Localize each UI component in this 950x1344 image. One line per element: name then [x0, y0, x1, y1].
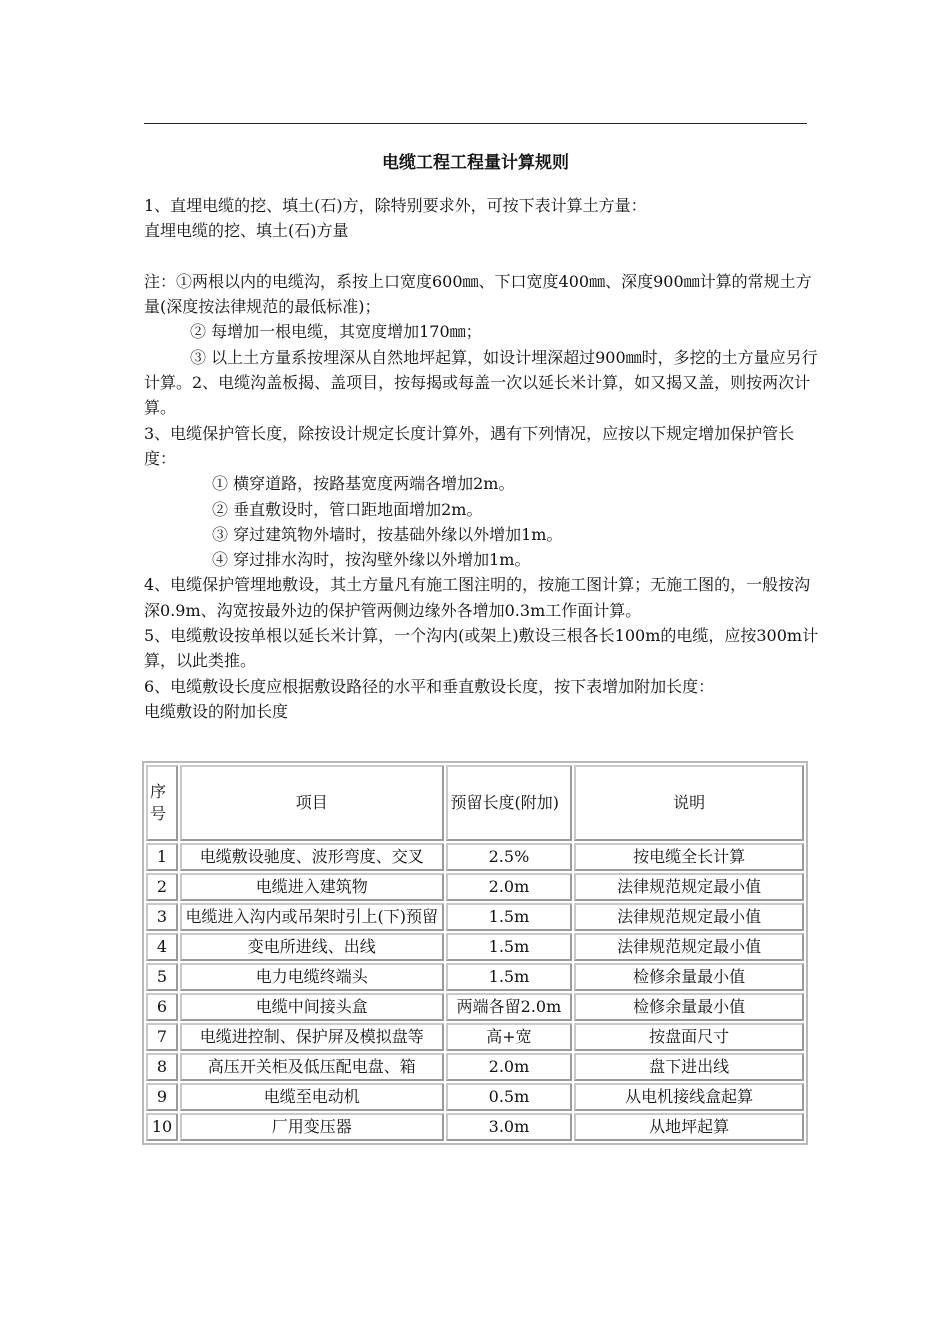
paragraph: ③ 穿过建筑物外墙时，按基础外缘以外增加1m。 — [212, 524, 563, 544]
table-cell: 6 — [146, 993, 178, 1021]
table-row — [146, 903, 804, 931]
table-cell: 1 — [146, 843, 178, 871]
table-cell: 电缆中间接头盒 — [180, 993, 444, 1021]
table-cell: 2.0m — [446, 1053, 573, 1081]
table-cell: 厂用变压器 — [180, 1113, 444, 1141]
header-cell: 项目 — [180, 765, 444, 841]
table-cell: 电缆进入沟内或吊架时引上(下)预留 — [180, 903, 444, 931]
table-cell: 4 — [146, 933, 178, 961]
table-cell: 电缆进控制、保护屏及模拟盘等 — [180, 1023, 444, 1051]
paragraph: 直埋电缆的挖、填土(石)方量 — [144, 221, 349, 241]
table-cell: 检修余量最小值 — [574, 993, 804, 1021]
table-row — [146, 873, 804, 901]
table-cell: 变电所进线、出线 — [180, 933, 444, 961]
table-cell: 高压开关柜及低压配电盘、箱 — [180, 1053, 444, 1081]
additional-length-table — [142, 761, 808, 1145]
table-cell: 2.0m — [446, 873, 573, 901]
table-cell: 电缆进入建筑物 — [180, 873, 444, 901]
table-cell: 1.5m — [446, 933, 573, 961]
table-row — [146, 1053, 804, 1081]
table-row — [146, 933, 804, 961]
table-cell: 3 — [146, 903, 178, 931]
paragraph: 3、电缆保护管长度，除按设计规定长度计算外，遇有下列情况，应按以下规定增加保护管长度： — [144, 423, 795, 468]
table-cell: 3.0m — [446, 1113, 573, 1141]
table-cell: 0.5m — [446, 1083, 573, 1111]
table-cell: 1.5m — [446, 963, 573, 991]
table-cell: 高+宽 — [446, 1023, 573, 1051]
table-row — [146, 1083, 804, 1111]
table-cell: 按电缆全长计算 — [574, 843, 804, 871]
document-body — [144, 193, 824, 724]
table-cell: 电缆至电动机 — [180, 1083, 444, 1111]
table-row — [146, 843, 804, 871]
table-cell: 电力电缆终端头 — [180, 963, 444, 991]
table-cell: 两端各留2.0m — [446, 993, 573, 1021]
paragraph: ② 每增加一根电缆，其宽度增加170㎜； — [190, 322, 482, 342]
table-cell: 从电机接线盒起算 — [574, 1083, 804, 1111]
table-cell: 盘下进出线 — [574, 1053, 804, 1081]
paragraph: ④ 穿过排水沟时，按沟壁外缘以外增加1m。 — [212, 550, 531, 570]
table-cell: 7 — [146, 1023, 178, 1051]
table-cell: 法律规范规定最小值 — [574, 873, 804, 901]
table-cell: 按盘面尺寸 — [574, 1023, 804, 1051]
table-row — [146, 963, 804, 991]
paragraph: 6、电缆敷设长度应根据敷设路径的水平和垂直敷设长度，按下表增加附加长度： — [144, 676, 715, 696]
paragraph: 1、直埋电缆的挖、填土(石)方，除特别要求外，可按下表计算土方量： — [144, 196, 647, 215]
paragraph: 注：①两根以内的电缆沟，系按上口宽度600㎜、下口宽度400㎜、深度900㎜计算的常规土方量(深度按法律规范的最低标准)； — [144, 271, 812, 317]
paragraph: ① 横穿道路，按路基宽度两端各增加2m。 — [212, 474, 515, 494]
table-cell: 1.5m — [446, 903, 573, 931]
table-cell: 法律规范规定最小值 — [574, 903, 804, 931]
top-rule — [144, 123, 807, 124]
table-row — [146, 1113, 804, 1141]
paragraph: 5、电缆敷设按单根以延长米计算，一个沟内(或架上)敷设三根各长100m的电缆，应按300m计算，以此类推。 — [144, 626, 819, 671]
table-cell: 从地坪起算 — [574, 1113, 804, 1141]
table-cell: 2.5% — [446, 843, 573, 871]
table-cell: 5 — [146, 963, 178, 991]
paragraph: ③ 以上土方量系按埋深从自然地坪起算，如设计埋深超过900㎜时，多挖的土方量应另行计算。2、电缆沟盖板揭、盖项目，按每揭或每盖一次以延长米计算，如又揭又盖，则按两次计算。 — [144, 347, 818, 418]
paragraph: 4、电缆保护管埋地敷设，其土方量凡有施工图注明的，按施工图计算；无施工图的，一般按沟深0.9m、沟宽按最外边的保护管两侧边缘外各增加0.3m工作面计算。 — [144, 575, 811, 620]
table-cell: 10 — [146, 1113, 178, 1141]
table-row — [146, 993, 804, 1021]
page-title: 电缆工程工程量计算规则 — [382, 153, 569, 173]
table-cell: 检修余量最小值 — [574, 963, 804, 991]
table-cell: 2 — [146, 873, 178, 901]
table-cell: 8 — [146, 1053, 178, 1081]
paragraph: ② 垂直敷设时，管口距地面增加2m。 — [212, 499, 483, 519]
paragraph — [144, 244, 824, 269]
header-cell: 说明 — [574, 765, 804, 841]
table-cell: 法律规范规定最小值 — [574, 933, 804, 961]
header-cell: 预留长度(附加) — [446, 765, 573, 841]
table-cell: 电缆敷设驰度、波形弯度、交叉 — [180, 843, 444, 871]
table-row — [146, 1023, 804, 1051]
table-header-row — [146, 765, 804, 841]
table-cell: 9 — [146, 1083, 178, 1111]
paragraph: 电缆敷设的附加长度 — [144, 701, 289, 721]
header-cell: 序号 — [146, 765, 178, 841]
